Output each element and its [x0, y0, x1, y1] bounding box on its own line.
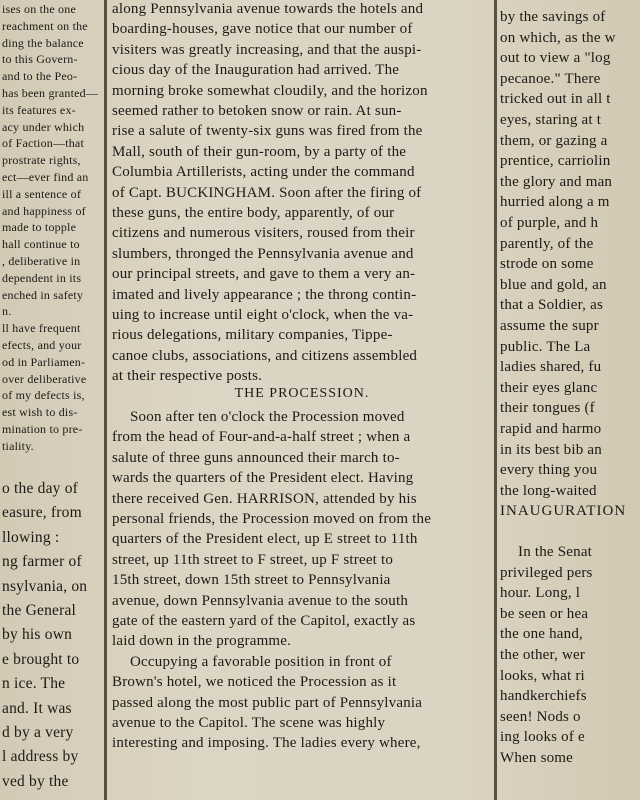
- left-text-line: n.: [2, 304, 12, 319]
- article-line: our principal streets, and gave to them a very an-: [112, 266, 416, 283]
- right-text-line: When some: [500, 750, 574, 766]
- article-line: rise a salute of twenty-six guns was fired from the: [112, 123, 423, 140]
- article-line: quarters of the President elect, up E street to 11th: [112, 531, 418, 548]
- article-line: Soon after ten o'clock the Procession moved: [130, 409, 405, 425]
- article-line: imated and lively appearance ; the throng contin-: [112, 286, 417, 303]
- article-line: at their respective posts.: [112, 368, 263, 385]
- article-line: seemed rather to betoken snow or rain. At sun-: [112, 103, 402, 119]
- right-text-line: the long-waited: [500, 482, 597, 499]
- middle-column: [112, 0, 492, 800]
- left-text-line: and to the Peo-: [2, 69, 78, 84]
- right-text-line: prentice, carriolin: [500, 153, 611, 170]
- left-text-line: nsylvania, on: [2, 577, 88, 595]
- article-line: Occupying a favorable position in front of: [130, 653, 392, 670]
- left-text-line: ng farmer of: [2, 553, 82, 571]
- right-text-line: on which, as the w: [500, 29, 616, 46]
- left-text-line: ill a sentence of: [2, 186, 82, 201]
- left-text-line: enched in safety: [2, 287, 84, 302]
- right-text-line: rapid and harmo: [500, 421, 602, 437]
- article-line: citizens and numerous visiters, roused from their: [112, 225, 415, 242]
- right-text-line: pecanoe." There: [500, 70, 601, 87]
- left-text-line: its features ex-: [2, 102, 76, 117]
- right-text-line: the glory and man: [500, 173, 613, 190]
- right-text-line: the one hand,: [500, 626, 583, 643]
- article-line: Mall, south of their gun-room, by a party of the: [112, 143, 407, 160]
- article-line: of Capt. BUCKINGHAM. Soon after the firing of: [112, 184, 422, 201]
- left-text-line: llowing :: [2, 528, 60, 546]
- right-text-line: by the savings of: [500, 9, 606, 25]
- left-text-line: , deliberative in: [2, 254, 81, 268]
- left-text-line: ll have frequent: [2, 321, 81, 336]
- left-text-line: and. It was: [2, 699, 72, 717]
- column-rule-right: [494, 0, 497, 800]
- right-text-line: hurried along a m: [500, 194, 610, 211]
- article-line: cious day of the Inauguration had arrived. The: [112, 62, 400, 79]
- article-line: wards the quarters of the President elect. Having: [112, 470, 414, 487]
- left-text-line: easure, from: [2, 504, 82, 522]
- left-text-line: ises on the one: [2, 2, 76, 16]
- right-text-line: parently, of the: [500, 235, 594, 252]
- left-text-line: d by a very: [2, 724, 74, 741]
- right-text-line: ladies shared, fu: [500, 359, 602, 376]
- left-text-line: acy under which: [2, 119, 85, 134]
- article-line: there received Gen. HARRISON, attended by his: [112, 490, 417, 507]
- right-text-line: assume the supr: [500, 318, 599, 334]
- article-line: slumbers, thronged the Pennsylvania avenue and: [112, 245, 414, 262]
- right-text-line: public. The La: [500, 338, 591, 355]
- article-line: visiters was greatly increasing, and that the auspi-: [112, 41, 422, 58]
- article-line: morning broke somewhat cloudily, and the horizon: [112, 82, 428, 99]
- article-line: interesting and imposing. The ladies every where,: [112, 735, 421, 752]
- right-text-line: looks, what ri: [500, 667, 585, 684]
- left-text-line: e brought to: [2, 650, 80, 668]
- column-rule-left: [104, 0, 107, 800]
- article-line: Columbia Artillerists, acting under the command: [112, 164, 415, 181]
- right-text-line: privileged pers: [500, 564, 593, 581]
- article-line: boarding-houses, gave notice that our number of: [112, 21, 413, 38]
- right-text-line: In the Senat: [518, 544, 593, 560]
- left-column: [0, 0, 98, 800]
- left-text-line: tiality.: [2, 438, 34, 453]
- left-text-line: prostrate rights,: [2, 153, 81, 168]
- left-text-line: reachment on the: [2, 18, 88, 33]
- right-text-line: hour. Long, l: [500, 585, 581, 602]
- section-heading: THE PROCESSION.: [234, 385, 370, 401]
- article-line: from the head of Four-and-a-half street ; when a: [112, 429, 411, 446]
- article-line: rious delegations, military companies, Tippe-: [112, 327, 393, 344]
- right-text-line: INAUGURATION: [500, 503, 627, 520]
- left-text-line: dependent in its: [2, 270, 82, 285]
- left-text-line: o the day of: [2, 480, 79, 497]
- article-line: Brown's hotel, we noticed the Procession as it: [112, 674, 397, 691]
- right-text-line: their eyes glanc: [500, 379, 598, 396]
- right-text-line: be seen or hea: [500, 605, 589, 622]
- right-text-line: tricked out in all t: [500, 91, 611, 108]
- article-line: these guns, the entire body, apparently, of our: [112, 205, 395, 221]
- left-text-line: mination to pre-: [2, 422, 83, 436]
- left-text-line: est wish to dis-: [2, 405, 78, 420]
- article-line: 15th street, down 15th street to Pennsylvania: [112, 572, 391, 589]
- right-text-line: ing looks of e: [500, 729, 585, 746]
- left-text-line: ding the balance: [2, 35, 84, 50]
- right-text-line: of purple, and h: [500, 215, 599, 231]
- article-line: avenue, down Pennsylvania avenue to the south: [112, 592, 409, 609]
- right-text-line: them, or gazing a: [500, 132, 608, 149]
- left-text-line: and happiness of: [2, 203, 86, 218]
- article-line: salute of three guns announced their march to-: [112, 449, 400, 466]
- right-text-line: blue and gold, an: [500, 276, 607, 293]
- right-text-line: out to view a "log: [500, 50, 611, 67]
- article-line: personal friends, the Procession moved on from the: [112, 511, 432, 527]
- left-text-line: by his own: [2, 626, 73, 644]
- right-text-line: handkerchiefs: [500, 688, 587, 705]
- article-line: laid down in the programme.: [112, 633, 292, 650]
- right-text-line: every thing you: [500, 462, 598, 479]
- left-text-line: to this Govern-: [2, 52, 78, 67]
- left-text-line: od in Parliamen-: [2, 354, 86, 369]
- left-text-line: over deliberative: [2, 371, 87, 386]
- left-text-line: the General: [2, 602, 77, 619]
- right-text-line: eyes, staring at t: [500, 112, 602, 128]
- article-line: passed along the most public part of Pennsylvania: [112, 694, 423, 711]
- right-text-line: in its best bib an: [500, 441, 602, 458]
- left-text-line: of my defects is,: [2, 388, 85, 403]
- left-text-line: has been granted—: [2, 86, 98, 100]
- left-text-line: n ice. The: [2, 675, 66, 693]
- right-text-line: the other, wer: [500, 647, 586, 663]
- article-line: along Pennsylvania avenue towards the hotels and: [112, 1, 424, 17]
- article-line: avenue to the Capitol. The scene was highly: [112, 715, 386, 731]
- right-text-line: seen! Nods o: [500, 708, 581, 725]
- article-line: uing to increase until eight o'clock, when the va-: [112, 307, 414, 323]
- left-text-line: ect—ever find an: [2, 170, 89, 184]
- left-text-line: ved by the: [2, 772, 69, 790]
- right-text-line: strode on some: [500, 256, 594, 273]
- right-text-line: that a Soldier, as: [500, 297, 603, 314]
- left-text-line: l address by: [2, 748, 79, 766]
- right-column: [500, 0, 640, 800]
- article-line: canoe clubs, associations, and citizens assembled: [112, 347, 418, 364]
- article-line: street, up 11th street to F street, up F street to: [112, 551, 394, 568]
- left-text-line: efects, and your: [2, 338, 82, 352]
- right-text-line: their tongues (f: [500, 400, 595, 417]
- article-line: gate of the eastern yard of the Capitol, exactly as: [112, 613, 416, 629]
- left-text-line: made to topple: [2, 220, 77, 235]
- left-text-line: of Faction—that: [2, 136, 84, 151]
- left-text-line: hall continue to: [2, 237, 80, 252]
